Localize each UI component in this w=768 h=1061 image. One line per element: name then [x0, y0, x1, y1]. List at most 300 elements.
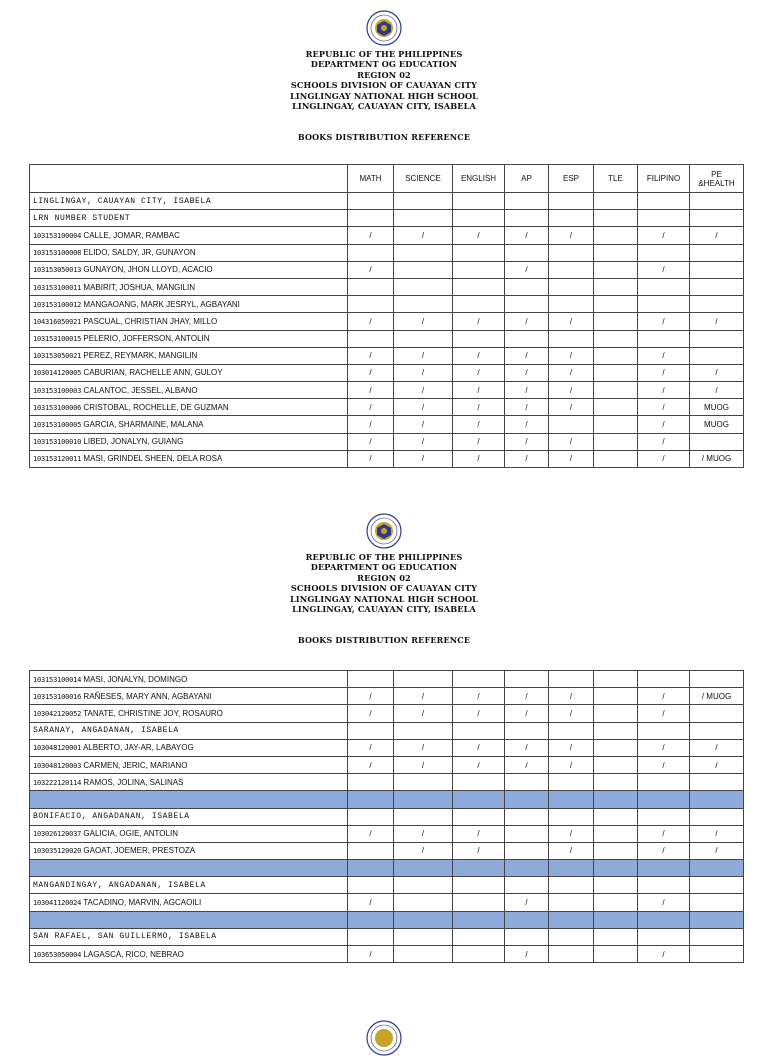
- book-mark-cell: /: [505, 364, 549, 381]
- lrn-number: 103153050013: [33, 266, 82, 275]
- book-mark-cell: [394, 244, 453, 261]
- empty-cell: [348, 808, 394, 825]
- book-mark-cell: /: [394, 382, 453, 399]
- book-mark-cell: [348, 330, 394, 347]
- book-mark-cell: [690, 296, 744, 313]
- empty-cell: [549, 193, 594, 210]
- book-mark-cell: /: [348, 313, 394, 330]
- book-mark-cell: /: [690, 227, 744, 244]
- table-row: [30, 347, 744, 364]
- separator-cell: [30, 911, 348, 928]
- book-mark-cell: [394, 894, 453, 911]
- book-mark-cell: /: [505, 946, 549, 963]
- table-row: [30, 261, 744, 278]
- book-mark-cell: /: [453, 825, 505, 842]
- book-mark-cell: [594, 313, 638, 330]
- book-mark-cell: [453, 244, 505, 261]
- section-heading-row: [30, 210, 744, 227]
- book-mark-cell: /: [638, 227, 690, 244]
- student-cell: [30, 227, 348, 244]
- table-row: [30, 433, 744, 450]
- heading-line: DEPARTMENT OG EDUCATION: [310, 59, 458, 70]
- book-mark-cell: /: [453, 756, 505, 773]
- book-mark-cell: /: [348, 347, 394, 364]
- book-mark-cell: /: [549, 227, 594, 244]
- book-mark-cell: /: [505, 261, 549, 278]
- book-mark-cell: /: [394, 688, 453, 705]
- student-name: MASI, GRINDEL SHEEN, DELA ROSA: [83, 454, 223, 464]
- student-cell: [30, 278, 348, 295]
- separator-cell: [348, 911, 394, 928]
- heading-line: REGION 02: [357, 69, 411, 80]
- book-mark-cell: /: [549, 382, 594, 399]
- book-mark-cell: /: [394, 825, 453, 842]
- book-mark-cell: [505, 278, 549, 295]
- deped-seal-icon: [366, 1020, 402, 1056]
- empty-cell: [594, 193, 638, 210]
- book-mark-cell: [594, 433, 638, 450]
- separator-cell: [394, 860, 453, 877]
- book-mark-cell: [690, 244, 744, 261]
- book-mark-cell: [594, 296, 638, 313]
- book-mark-cell: [638, 330, 690, 347]
- book-mark-cell: /: [549, 756, 594, 773]
- lrn-number: 104316050021: [33, 317, 82, 326]
- student-cell: [30, 261, 348, 278]
- book-mark-cell: /: [690, 382, 744, 399]
- empty-cell: [549, 210, 594, 227]
- lrn-number: 103153100004: [33, 231, 82, 240]
- book-mark-cell: /: [505, 739, 549, 756]
- separator-cell: [690, 911, 744, 928]
- book-mark-cell: [690, 278, 744, 295]
- book-mark-cell: /: [638, 313, 690, 330]
- separator-cell: [453, 791, 505, 808]
- lrn-number: 103048120001: [33, 744, 82, 753]
- book-mark-cell: /: [505, 705, 549, 722]
- book-mark-cell: [594, 705, 638, 722]
- table-row: [30, 278, 744, 295]
- section-heading-row: [30, 808, 744, 825]
- book-mark-cell: [505, 671, 549, 688]
- separator-cell: [594, 911, 638, 928]
- empty-cell: [453, 877, 505, 894]
- book-mark-cell: /: [394, 347, 453, 364]
- book-mark-cell: [690, 774, 744, 791]
- section-label: LRN NUMBER STUDENT: [30, 210, 348, 227]
- empty-cell: [638, 808, 690, 825]
- book-mark-cell: /: [348, 739, 394, 756]
- book-mark-cell: [594, 756, 638, 773]
- table-row: [30, 825, 744, 842]
- book-mark-cell: [453, 774, 505, 791]
- book-mark-cell: /: [549, 842, 594, 859]
- book-mark-cell: /: [453, 382, 505, 399]
- book-mark-cell: [594, 364, 638, 381]
- section-heading-row: [30, 722, 744, 739]
- book-mark-cell: /: [549, 433, 594, 450]
- lrn-number: 103014120005: [33, 369, 82, 378]
- document-title: BOOKS DISTRIBUTION REFERENCE: [297, 635, 471, 645]
- book-mark-cell: [690, 330, 744, 347]
- table-row: [30, 227, 744, 244]
- column-header-science: SCIENCE: [394, 165, 453, 193]
- book-mark-cell: [690, 705, 744, 722]
- book-mark-cell: /: [638, 705, 690, 722]
- empty-cell: [453, 193, 505, 210]
- empty-cell: [594, 877, 638, 894]
- book-mark-cell: /: [505, 433, 549, 450]
- book-mark-cell: /: [549, 347, 594, 364]
- book-mark-cell: [638, 244, 690, 261]
- book-mark-cell: /: [690, 364, 744, 381]
- empty-cell: [690, 722, 744, 739]
- column-header-pe-health: PE &HEALTH: [690, 165, 744, 193]
- book-mark-cell: [505, 330, 549, 347]
- book-mark-cell: /: [638, 946, 690, 963]
- book-mark-cell: /: [453, 739, 505, 756]
- lrn-number: 103653050004: [33, 950, 82, 959]
- heading-line: SCHOOLS DIVISION OF CAUAYAN CITY: [290, 80, 478, 91]
- book-mark-cell: /: [348, 382, 394, 399]
- book-mark-cell: MUOG: [690, 399, 744, 416]
- books-distribution-table: [29, 670, 744, 963]
- empty-cell: [594, 722, 638, 739]
- book-mark-cell: /: [549, 705, 594, 722]
- student-name: PEREZ, REYMARK, MANGILIN: [83, 351, 198, 361]
- table-row: [30, 894, 744, 911]
- book-mark-cell: [453, 330, 505, 347]
- table-row: [30, 774, 744, 791]
- lrn-number: 103026120037: [33, 830, 82, 839]
- book-mark-cell: / MUOG: [690, 450, 744, 467]
- table-row: [30, 296, 744, 313]
- separator-cell: [505, 911, 549, 928]
- book-mark-cell: [394, 261, 453, 278]
- book-mark-cell: /: [394, 842, 453, 859]
- table-header-row: [30, 165, 744, 193]
- book-mark-cell: [594, 688, 638, 705]
- empty-cell: [638, 722, 690, 739]
- empty-cell: [394, 193, 453, 210]
- heading-line: REPUBLIC OF THE PHILIPPINES: [305, 49, 463, 59]
- book-mark-cell: / MUOG: [690, 688, 744, 705]
- separator-cell: [638, 791, 690, 808]
- heading-line: LINGLINGAY NATIONAL HIGH SCHOOL: [289, 593, 479, 604]
- empty-cell: [505, 808, 549, 825]
- student-cell: [30, 825, 348, 842]
- book-mark-cell: [505, 244, 549, 261]
- empty-cell: [638, 210, 690, 227]
- heading-line: DEPARTMENT OG EDUCATION: [310, 562, 458, 573]
- table-row: [30, 313, 744, 330]
- book-mark-cell: [690, 894, 744, 911]
- separator-cell: [638, 860, 690, 877]
- book-mark-cell: [638, 278, 690, 295]
- book-mark-cell: [394, 671, 453, 688]
- empty-cell: [638, 877, 690, 894]
- student-name: PELERIO, JOFFERSON, ANTOLIN: [83, 334, 210, 344]
- student-name: ALBERTO, JAY-AR, LABAYOG: [82, 743, 194, 753]
- empty-cell: [549, 808, 594, 825]
- book-mark-cell: [594, 450, 638, 467]
- book-mark-cell: /: [505, 227, 549, 244]
- student-name: LAGASCA, RICO, NEBRAO: [83, 949, 184, 959]
- book-mark-cell: /: [394, 433, 453, 450]
- book-mark-cell: /: [394, 756, 453, 773]
- book-mark-cell: [594, 416, 638, 433]
- table-row: [30, 382, 744, 399]
- book-mark-cell: [394, 330, 453, 347]
- empty-cell: [394, 722, 453, 739]
- lrn-number: 103153100016: [33, 692, 82, 701]
- empty-cell: [348, 928, 394, 945]
- book-mark-cell: /: [453, 399, 505, 416]
- student-cell: [30, 671, 348, 688]
- book-mark-cell: [348, 774, 394, 791]
- lrn-number: 103153100010: [33, 438, 82, 447]
- book-mark-cell: [690, 261, 744, 278]
- section-label: LINGLINGAY, CAUAYAN CITY, ISABELA: [30, 193, 348, 210]
- book-mark-cell: /: [690, 739, 744, 756]
- lrn-number: 103153100003: [33, 386, 82, 395]
- lrn-number: 103048120003: [33, 761, 82, 770]
- table-row: [30, 688, 744, 705]
- heading-line: LINGLINGAY, CAUAYAN CITY, ISABELA: [292, 101, 476, 112]
- book-mark-cell: [505, 774, 549, 791]
- student-cell: [30, 347, 348, 364]
- empty-cell: [505, 928, 549, 945]
- empty-cell: [348, 210, 394, 227]
- student-name: GAOAT, JOEMER, PRESTOZA: [83, 846, 196, 856]
- separator-cell: [453, 860, 505, 877]
- table-row: [30, 244, 744, 261]
- book-mark-cell: /: [394, 705, 453, 722]
- student-cell: [30, 450, 348, 467]
- section-separator-row: [30, 791, 744, 808]
- student-name: ELIDO, SALDY, JR, GUNAYON: [83, 248, 196, 258]
- book-mark-cell: [549, 774, 594, 791]
- book-mark-cell: /: [453, 364, 505, 381]
- lrn-number: 103153100011: [33, 283, 82, 292]
- book-mark-cell: [638, 671, 690, 688]
- empty-cell: [394, 877, 453, 894]
- heading-line: REPUBLIC OF THE PHILIPPINES: [305, 552, 463, 562]
- table-row: [30, 364, 744, 381]
- section-heading-row: [30, 928, 744, 945]
- book-mark-cell: [594, 842, 638, 859]
- student-name: CALANTOC, JESSEL, ALBANO: [83, 385, 198, 395]
- empty-cell: [549, 722, 594, 739]
- student-name: RAÑESES, MARY ANN, AGBAYANI: [83, 691, 212, 701]
- book-mark-cell: /: [549, 739, 594, 756]
- book-mark-cell: /: [638, 688, 690, 705]
- book-mark-cell: /: [394, 399, 453, 416]
- student-name: CABURIAN, RACHELLE ANN, GULOY: [83, 368, 223, 378]
- book-mark-cell: /: [348, 416, 394, 433]
- student-name: LIBED, JONALYN, GUIANG: [83, 437, 184, 447]
- table-row: [30, 756, 744, 773]
- book-mark-cell: [348, 278, 394, 295]
- book-mark-cell: /: [505, 399, 549, 416]
- separator-cell: [549, 860, 594, 877]
- separator-cell: [638, 911, 690, 928]
- lrn-number: 103222120114: [33, 778, 82, 787]
- book-mark-cell: /: [690, 756, 744, 773]
- student-name: GARCIA, SHARMAINE, MALANA: [83, 420, 204, 430]
- section-separator-row: [30, 911, 744, 928]
- empty-cell: [505, 210, 549, 227]
- book-mark-cell: /: [348, 364, 394, 381]
- book-mark-cell: /: [549, 825, 594, 842]
- book-mark-cell: /: [453, 705, 505, 722]
- separator-cell: [690, 791, 744, 808]
- separator-cell: [348, 860, 394, 877]
- book-mark-cell: /: [549, 364, 594, 381]
- book-mark-cell: [549, 894, 594, 911]
- book-mark-cell: [549, 296, 594, 313]
- student-cell: [30, 330, 348, 347]
- book-mark-cell: [690, 433, 744, 450]
- book-mark-cell: [594, 774, 638, 791]
- empty-cell: [348, 722, 394, 739]
- student-cell: [30, 774, 348, 791]
- book-mark-cell: /: [549, 313, 594, 330]
- lrn-number: 103035120020: [33, 847, 82, 856]
- empty-cell: [549, 877, 594, 894]
- empty-cell: [453, 722, 505, 739]
- book-mark-cell: [594, 244, 638, 261]
- book-mark-cell: /: [348, 688, 394, 705]
- separator-cell: [394, 791, 453, 808]
- empty-cell: [505, 722, 549, 739]
- empty-cell: [549, 928, 594, 945]
- book-mark-cell: /: [638, 261, 690, 278]
- book-mark-cell: /: [394, 313, 453, 330]
- book-mark-cell: [594, 825, 638, 842]
- separator-cell: [549, 791, 594, 808]
- student-cell: [30, 433, 348, 450]
- section-label: BONIFACIO, ANGADANAN, ISABELA: [30, 808, 348, 825]
- student-cell: [30, 946, 348, 963]
- book-mark-cell: /: [549, 688, 594, 705]
- student-name: CRISTOBAL, ROCHELLE, DE GUZMAN: [83, 402, 229, 412]
- book-mark-cell: /: [505, 450, 549, 467]
- empty-cell: [638, 928, 690, 945]
- column-header-ap: AP: [505, 165, 549, 193]
- book-mark-cell: [394, 774, 453, 791]
- heading-line: SCHOOLS DIVISION OF CAUAYAN CITY: [290, 583, 478, 594]
- book-mark-cell: [638, 296, 690, 313]
- book-mark-cell: /: [638, 347, 690, 364]
- lrn-number: 103041120024: [33, 899, 82, 908]
- heading-line: REGION 02: [357, 572, 411, 583]
- book-mark-cell: /: [638, 739, 690, 756]
- book-mark-cell: [594, 227, 638, 244]
- column-header-esp: ESP: [549, 165, 594, 193]
- book-mark-cell: /: [505, 756, 549, 773]
- student-cell: [30, 382, 348, 399]
- student-cell: [30, 416, 348, 433]
- separator-cell: [690, 860, 744, 877]
- book-mark-cell: [594, 894, 638, 911]
- book-mark-cell: /: [690, 313, 744, 330]
- book-mark-cell: [394, 946, 453, 963]
- separator-cell: [549, 911, 594, 928]
- book-mark-cell: /: [348, 399, 394, 416]
- book-mark-cell: /: [453, 347, 505, 364]
- book-mark-cell: [505, 825, 549, 842]
- book-mark-cell: [348, 244, 394, 261]
- book-mark-cell: /: [348, 227, 394, 244]
- book-mark-cell: [549, 261, 594, 278]
- student-name: CALLE, JOMAR, RAMBAC: [83, 230, 180, 240]
- book-mark-cell: [394, 278, 453, 295]
- book-mark-cell: [394, 296, 453, 313]
- column-header-filipino: FILIPINO: [638, 165, 690, 193]
- book-mark-cell: [549, 244, 594, 261]
- student-cell: [30, 756, 348, 773]
- student-cell: [30, 364, 348, 381]
- student-name: MABIRIT, JOSHUA, MANGILIN: [83, 282, 195, 292]
- book-mark-cell: /: [348, 756, 394, 773]
- book-mark-cell: /: [453, 227, 505, 244]
- student-cell: [30, 894, 348, 911]
- student-cell: [30, 244, 348, 261]
- empty-cell: [690, 210, 744, 227]
- lrn-number: 103153050021: [33, 352, 82, 361]
- book-mark-cell: [594, 671, 638, 688]
- book-mark-cell: /: [348, 450, 394, 467]
- book-mark-cell: [594, 739, 638, 756]
- student-cell: [30, 705, 348, 722]
- student-name: TACADINO, MARVIN, AGCAOILI: [83, 898, 202, 908]
- empty-cell: [453, 808, 505, 825]
- empty-cell: [453, 928, 505, 945]
- book-mark-cell: /: [453, 313, 505, 330]
- empty-cell: [594, 928, 638, 945]
- empty-cell: [348, 193, 394, 210]
- section-heading-row: [30, 877, 744, 894]
- book-mark-cell: /: [505, 347, 549, 364]
- empty-cell: [638, 193, 690, 210]
- lrn-number: 103153100006: [33, 403, 82, 412]
- book-mark-cell: [453, 946, 505, 963]
- book-mark-cell: MUOG: [690, 416, 744, 433]
- book-mark-cell: [594, 261, 638, 278]
- section-separator-row: [30, 860, 744, 877]
- book-mark-cell: /: [453, 450, 505, 467]
- separator-cell: [505, 791, 549, 808]
- table-row: [30, 705, 744, 722]
- student-name: GUNAYON, JHON LLOYD, ACACIO: [83, 265, 213, 275]
- books-distribution-table: [29, 164, 744, 468]
- column-header-tle: TLE: [594, 165, 638, 193]
- book-mark-cell: [453, 261, 505, 278]
- book-mark-cell: /: [638, 399, 690, 416]
- book-mark-cell: [453, 296, 505, 313]
- book-mark-cell: /: [505, 688, 549, 705]
- book-mark-cell: /: [348, 261, 394, 278]
- student-cell: [30, 399, 348, 416]
- student-name: MANGAOANG, MARK JESRYL, AGBAYANI: [83, 299, 240, 309]
- book-mark-cell: /: [638, 894, 690, 911]
- lrn-number: 103153100015: [33, 335, 82, 344]
- empty-cell: [690, 928, 744, 945]
- table-row: [30, 671, 744, 688]
- book-mark-cell: [690, 671, 744, 688]
- separator-cell: [594, 860, 638, 877]
